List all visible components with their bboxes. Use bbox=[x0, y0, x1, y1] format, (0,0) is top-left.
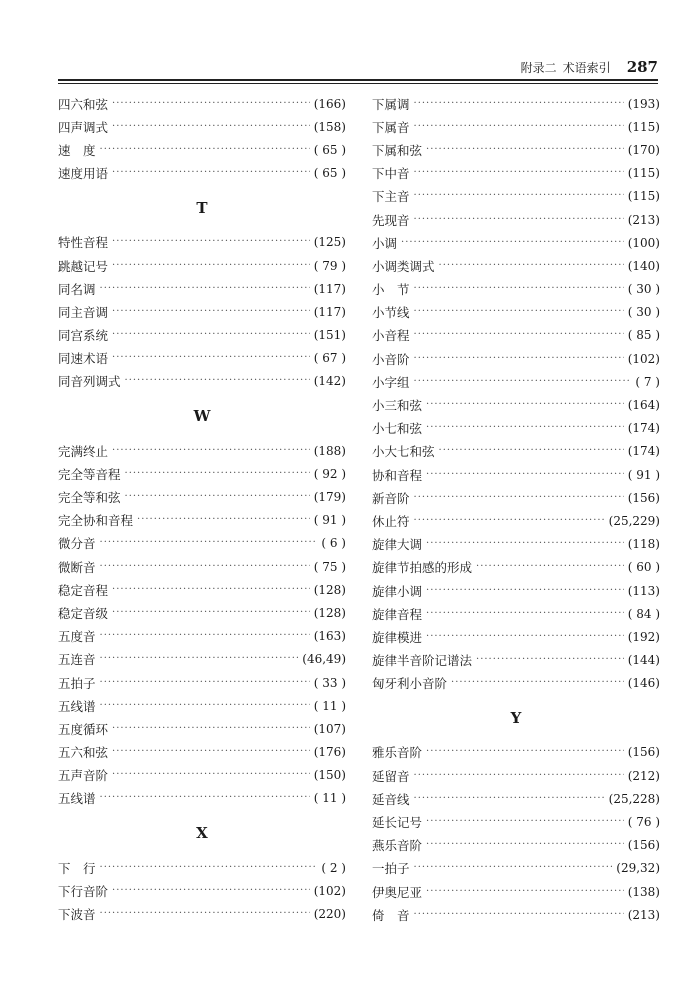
index-term: 同名调 bbox=[58, 281, 96, 297]
dot-leader bbox=[414, 910, 624, 920]
index-entry bbox=[58, 300, 346, 323]
index-term: 新音阶 bbox=[372, 490, 410, 506]
dot-leader bbox=[426, 747, 624, 757]
dot-leader bbox=[426, 586, 624, 596]
dot-leader bbox=[112, 261, 310, 271]
dot-leader bbox=[112, 99, 310, 109]
dot-leader bbox=[112, 353, 310, 363]
index-term: 小大七和弦 bbox=[372, 444, 435, 460]
dot-leader bbox=[426, 470, 624, 480]
index-page-ref: (158) bbox=[313, 119, 346, 134]
index-entry bbox=[58, 555, 346, 578]
dot-leader bbox=[112, 770, 310, 780]
index-term: 休止符 bbox=[372, 513, 410, 529]
index-entry bbox=[58, 764, 346, 787]
index-term: 微断音 bbox=[58, 559, 96, 575]
index-entry bbox=[58, 694, 346, 717]
dot-leader bbox=[100, 863, 318, 873]
dot-leader bbox=[439, 261, 624, 271]
index-page-ref: ( 2 ) bbox=[321, 860, 346, 875]
index-page-ref: ( 67 ) bbox=[313, 351, 346, 366]
index-entry bbox=[58, 879, 346, 902]
index-entry bbox=[372, 672, 660, 695]
dot-leader bbox=[100, 701, 310, 711]
dot-leader bbox=[112, 307, 310, 317]
index-term: 匈牙利小音阶 bbox=[372, 676, 448, 692]
index-page-ref: (176) bbox=[313, 745, 346, 760]
index-term: 五度循环 bbox=[58, 721, 109, 737]
index-entry bbox=[372, 278, 660, 301]
index-page-ref: (174) bbox=[627, 421, 660, 436]
index-entry bbox=[58, 648, 346, 671]
index-term: 下波音 bbox=[58, 907, 96, 923]
dot-leader bbox=[414, 493, 624, 503]
index-page-ref: (102) bbox=[627, 351, 660, 366]
index-page-ref: (29,32) bbox=[616, 861, 660, 876]
header-title: 术语索引 bbox=[562, 61, 611, 75]
index-term: 旋律大调 bbox=[372, 537, 423, 553]
index-entry bbox=[372, 162, 660, 185]
index-term: 先现音 bbox=[372, 212, 410, 228]
dot-leader bbox=[414, 516, 605, 526]
index-page-ref: (151) bbox=[313, 328, 346, 343]
index-page-ref: (102) bbox=[313, 883, 346, 898]
index-entry bbox=[58, 485, 346, 508]
index-page-ref: (125) bbox=[313, 235, 346, 250]
index-term: 四六和弦 bbox=[58, 96, 109, 112]
index-term: 完全等和弦 bbox=[58, 490, 121, 506]
dot-leader bbox=[112, 446, 310, 456]
dot-leader bbox=[476, 562, 624, 572]
index-page-ref: ( 75 ) bbox=[313, 559, 346, 574]
index-entry bbox=[372, 417, 660, 440]
index-page-ref: (212) bbox=[627, 768, 660, 783]
index-entry bbox=[58, 601, 346, 624]
index-entry bbox=[372, 880, 660, 903]
dot-leader bbox=[426, 632, 624, 642]
dot-leader bbox=[112, 168, 310, 178]
index-entry bbox=[58, 231, 346, 254]
header-section: 附录二 bbox=[520, 61, 557, 75]
index-term: 速度用语 bbox=[58, 166, 109, 182]
index-page-ref: (174) bbox=[627, 444, 660, 459]
index-term: 旋律节拍感的形成 bbox=[372, 560, 473, 576]
index-term: 下 行 bbox=[58, 860, 96, 876]
index-entry bbox=[372, 834, 660, 857]
index-page-ref: (188) bbox=[313, 443, 346, 458]
index-entry bbox=[372, 115, 660, 138]
index-page-ref: (146) bbox=[627, 676, 660, 691]
index-entry bbox=[372, 254, 660, 277]
index-entry bbox=[372, 556, 660, 579]
index-term: 延留音 bbox=[372, 768, 410, 784]
index-page-ref: (117) bbox=[313, 304, 346, 319]
index-page-ref: ( 11 ) bbox=[313, 791, 346, 806]
index-page-ref: (170) bbox=[627, 142, 660, 157]
index-page-ref: (144) bbox=[627, 653, 660, 668]
index-entry bbox=[58, 324, 346, 347]
index-entry bbox=[58, 162, 346, 185]
index-entry bbox=[372, 92, 660, 115]
index-entry bbox=[372, 857, 660, 880]
dot-leader bbox=[112, 330, 310, 340]
index-page-ref: (156) bbox=[627, 490, 660, 505]
index-page-ref: (46,49) bbox=[302, 652, 346, 667]
index-entry bbox=[58, 347, 346, 370]
index-entry bbox=[372, 741, 660, 764]
dot-leader bbox=[112, 122, 310, 132]
index-page-ref: (164) bbox=[627, 398, 660, 413]
index-page-ref: (100) bbox=[627, 235, 660, 250]
index-page-ref: (156) bbox=[627, 745, 660, 760]
dot-leader bbox=[414, 122, 624, 132]
index-entry bbox=[372, 370, 660, 393]
index-entry bbox=[372, 324, 660, 347]
dot-leader bbox=[112, 237, 310, 247]
dot-leader bbox=[426, 817, 624, 827]
index-page-ref: (213) bbox=[627, 907, 660, 922]
index-term: 小调 bbox=[372, 235, 398, 251]
index-entry bbox=[372, 903, 660, 926]
dot-leader bbox=[426, 609, 624, 619]
index-term: 小调类调式 bbox=[372, 258, 435, 274]
index-entry bbox=[58, 741, 346, 764]
index-term: 速 度 bbox=[58, 142, 96, 158]
index-term: 倚 音 bbox=[372, 907, 410, 923]
dot-leader bbox=[112, 747, 310, 757]
index-page-ref: ( 33 ) bbox=[313, 675, 346, 690]
section-letter-heading: T bbox=[196, 198, 208, 217]
index-page-ref: (142) bbox=[313, 374, 346, 389]
index-term: 一拍子 bbox=[372, 861, 410, 877]
header-rule-thick bbox=[58, 79, 658, 81]
section-letter-heading: Y bbox=[510, 708, 522, 727]
index-page-ref: ( 6 ) bbox=[321, 536, 346, 551]
section-letter-heading: X bbox=[196, 824, 208, 843]
dot-leader bbox=[414, 99, 624, 109]
index-page-ref: (220) bbox=[313, 907, 346, 922]
dot-leader bbox=[426, 887, 624, 897]
index-entry bbox=[372, 509, 660, 532]
index-term: 下属调 bbox=[372, 96, 410, 112]
index-entry bbox=[372, 208, 660, 231]
dot-leader bbox=[476, 655, 624, 665]
index-entry bbox=[372, 185, 660, 208]
dot-leader bbox=[451, 678, 624, 688]
dot-leader bbox=[414, 330, 624, 340]
index-term: 同主音调 bbox=[58, 304, 109, 320]
index-page-ref: (128) bbox=[313, 582, 346, 597]
index-term: 五度音 bbox=[58, 629, 96, 645]
index-column-left bbox=[58, 92, 346, 926]
dot-leader bbox=[414, 191, 624, 201]
index-entry bbox=[372, 486, 660, 509]
index-term: 雅乐音阶 bbox=[372, 745, 423, 761]
index-page-ref: ( 65 ) bbox=[313, 166, 346, 181]
index-entry bbox=[372, 231, 660, 254]
index-page-ref: ( 60 ) bbox=[627, 560, 660, 575]
index-term: 小三和弦 bbox=[372, 398, 423, 414]
dot-leader bbox=[125, 469, 310, 479]
dot-leader bbox=[112, 608, 310, 618]
index-term: 五线谱 bbox=[58, 791, 96, 807]
dot-leader bbox=[414, 377, 632, 387]
index-term: 五拍子 bbox=[58, 675, 96, 691]
index-term: 跳越记号 bbox=[58, 258, 109, 274]
index-term: 小 节 bbox=[372, 282, 410, 298]
dot-leader bbox=[414, 771, 624, 781]
index-page-ref: (117) bbox=[313, 281, 346, 296]
dot-leader bbox=[414, 794, 605, 804]
page-number: 287 bbox=[626, 58, 658, 76]
index-entry bbox=[58, 509, 346, 532]
index-entry bbox=[372, 787, 660, 810]
dot-leader bbox=[100, 793, 310, 803]
index-entry bbox=[58, 671, 346, 694]
dot-leader bbox=[426, 145, 624, 155]
index-entry bbox=[58, 787, 346, 810]
index-term: 延音线 bbox=[372, 791, 410, 807]
dot-leader bbox=[426, 423, 624, 433]
index-entry bbox=[58, 578, 346, 601]
index-page-ref: (138) bbox=[627, 884, 660, 899]
index-term: 小音程 bbox=[372, 328, 410, 344]
index-term: 下属音 bbox=[372, 119, 410, 135]
index-page-ref: ( 92 ) bbox=[313, 466, 346, 481]
index-term: 小节线 bbox=[372, 305, 410, 321]
index-page-ref: ( 65 ) bbox=[313, 142, 346, 157]
index-page-ref: (140) bbox=[627, 258, 660, 273]
dot-leader bbox=[414, 863, 613, 873]
index-entry bbox=[372, 138, 660, 161]
index-page-ref: ( 91 ) bbox=[627, 467, 660, 482]
index-entry bbox=[58, 370, 346, 393]
dot-leader bbox=[125, 376, 310, 386]
dot-leader bbox=[414, 307, 624, 317]
index-entry bbox=[58, 717, 346, 740]
index-page-ref: (166) bbox=[313, 96, 346, 111]
index-page-ref: (163) bbox=[313, 629, 346, 644]
index-term: 稳定音程 bbox=[58, 582, 109, 598]
index-column-right bbox=[372, 92, 660, 926]
index-entry bbox=[372, 393, 660, 416]
index-term: 旋律小调 bbox=[372, 583, 423, 599]
dot-leader bbox=[426, 840, 624, 850]
index-term: 小字组 bbox=[372, 374, 410, 390]
index-term: 同速术语 bbox=[58, 351, 109, 367]
index-entry bbox=[372, 533, 660, 556]
index-entry bbox=[372, 625, 660, 648]
index-term: 五线谱 bbox=[58, 698, 96, 714]
index-entry bbox=[58, 254, 346, 277]
index-page-ref: ( 30 ) bbox=[627, 282, 660, 297]
index-term: 旋律模进 bbox=[372, 629, 423, 645]
index-entry bbox=[58, 856, 346, 879]
index-page-ref: (213) bbox=[627, 212, 660, 227]
index-term: 五声音阶 bbox=[58, 768, 109, 784]
index-term: 五六和弦 bbox=[58, 745, 109, 761]
dot-leader bbox=[100, 562, 310, 572]
index-entry bbox=[58, 439, 346, 462]
dot-leader bbox=[100, 678, 310, 688]
dot-leader bbox=[414, 215, 624, 225]
index-page-ref: (193) bbox=[627, 96, 660, 111]
index-term: 完全协和音程 bbox=[58, 513, 134, 529]
index-page-ref: (118) bbox=[627, 537, 660, 552]
index-page-ref: ( 84 ) bbox=[627, 606, 660, 621]
index-term: 四声调式 bbox=[58, 119, 109, 135]
index-term: 五连音 bbox=[58, 652, 96, 668]
dot-leader bbox=[100, 284, 310, 294]
index-entry bbox=[372, 463, 660, 486]
index-term: 燕乐音阶 bbox=[372, 838, 423, 854]
dot-leader bbox=[112, 724, 310, 734]
section-letter-heading: W bbox=[193, 407, 211, 426]
index-term: 协和音程 bbox=[372, 467, 423, 483]
index-page-ref: (156) bbox=[627, 838, 660, 853]
dot-leader bbox=[439, 446, 624, 456]
index-term: 微分音 bbox=[58, 536, 96, 552]
index-term: 伊奥尼亚 bbox=[372, 884, 423, 900]
running-header bbox=[521, 58, 658, 76]
index-term: 延长记号 bbox=[372, 815, 423, 831]
index-term: 下主音 bbox=[372, 189, 410, 205]
dot-leader bbox=[112, 585, 310, 595]
index-entry bbox=[58, 115, 346, 138]
dot-leader bbox=[100, 909, 310, 919]
index-entry bbox=[58, 92, 346, 115]
index-entry bbox=[58, 625, 346, 648]
index-term: 下属和弦 bbox=[372, 142, 423, 158]
index-page-ref: (25,228) bbox=[608, 791, 660, 806]
index-page-ref: ( 76 ) bbox=[627, 815, 660, 830]
dot-leader bbox=[414, 168, 624, 178]
dot-leader bbox=[100, 631, 310, 641]
index-page-ref: ( 30 ) bbox=[627, 305, 660, 320]
index-entry bbox=[372, 301, 660, 324]
index-term: 小音阶 bbox=[372, 351, 410, 367]
index-page-ref: ( 91 ) bbox=[313, 513, 346, 528]
index-page-ref: ( 79 ) bbox=[313, 258, 346, 273]
index-page-ref: (192) bbox=[627, 629, 660, 644]
index-page-ref: ( 85 ) bbox=[627, 328, 660, 343]
index-term: 下中音 bbox=[372, 166, 410, 182]
index-page-ref: (115) bbox=[627, 189, 660, 204]
index-term: 特性音程 bbox=[58, 235, 109, 251]
index-page-ref: (25,229) bbox=[608, 513, 660, 528]
dot-leader bbox=[100, 145, 310, 155]
index-page-ref: (150) bbox=[313, 768, 346, 783]
index-term: 旋律音程 bbox=[372, 606, 423, 622]
index-entry bbox=[58, 138, 346, 161]
index-page-ref: (128) bbox=[313, 605, 346, 620]
index-term: 完全等音程 bbox=[58, 466, 121, 482]
index-entry bbox=[372, 649, 660, 672]
dot-leader bbox=[137, 515, 310, 525]
index-page-ref: ( 7 ) bbox=[635, 374, 660, 389]
dot-leader bbox=[414, 284, 624, 294]
index-term: 完满终止 bbox=[58, 443, 109, 459]
index-term: 稳定音级 bbox=[58, 605, 109, 621]
index-page-ref: (115) bbox=[627, 166, 660, 181]
index-term: 同宫系统 bbox=[58, 328, 109, 344]
index-page-ref: ( 11 ) bbox=[313, 698, 346, 713]
index-entry bbox=[372, 602, 660, 625]
dot-leader bbox=[125, 492, 310, 502]
dot-leader bbox=[426, 539, 624, 549]
dot-leader bbox=[112, 886, 310, 896]
index-entry bbox=[372, 810, 660, 833]
index-entry bbox=[58, 462, 346, 485]
index-term: 下行音阶 bbox=[58, 883, 109, 899]
index-page-ref: (179) bbox=[313, 490, 346, 505]
index-entry bbox=[58, 902, 346, 925]
dot-leader bbox=[100, 654, 299, 664]
index-entry bbox=[372, 764, 660, 787]
index-entry bbox=[58, 532, 346, 555]
header-rule-thin bbox=[58, 83, 658, 84]
index-entry bbox=[372, 347, 660, 370]
index-term: 小七和弦 bbox=[372, 421, 423, 437]
dot-leader bbox=[426, 400, 624, 410]
dot-leader bbox=[414, 354, 624, 364]
index-entry bbox=[58, 277, 346, 300]
dot-leader bbox=[401, 238, 624, 248]
index-page-ref: (107) bbox=[313, 721, 346, 736]
index-entry bbox=[372, 579, 660, 602]
index-entry bbox=[372, 440, 660, 463]
index-term: 同音列调式 bbox=[58, 374, 121, 390]
index-term: 旋律半音阶记谱法 bbox=[372, 653, 473, 669]
index-page-ref: (115) bbox=[627, 119, 660, 134]
index-page-ref: (113) bbox=[627, 583, 660, 598]
dot-leader bbox=[100, 538, 318, 548]
